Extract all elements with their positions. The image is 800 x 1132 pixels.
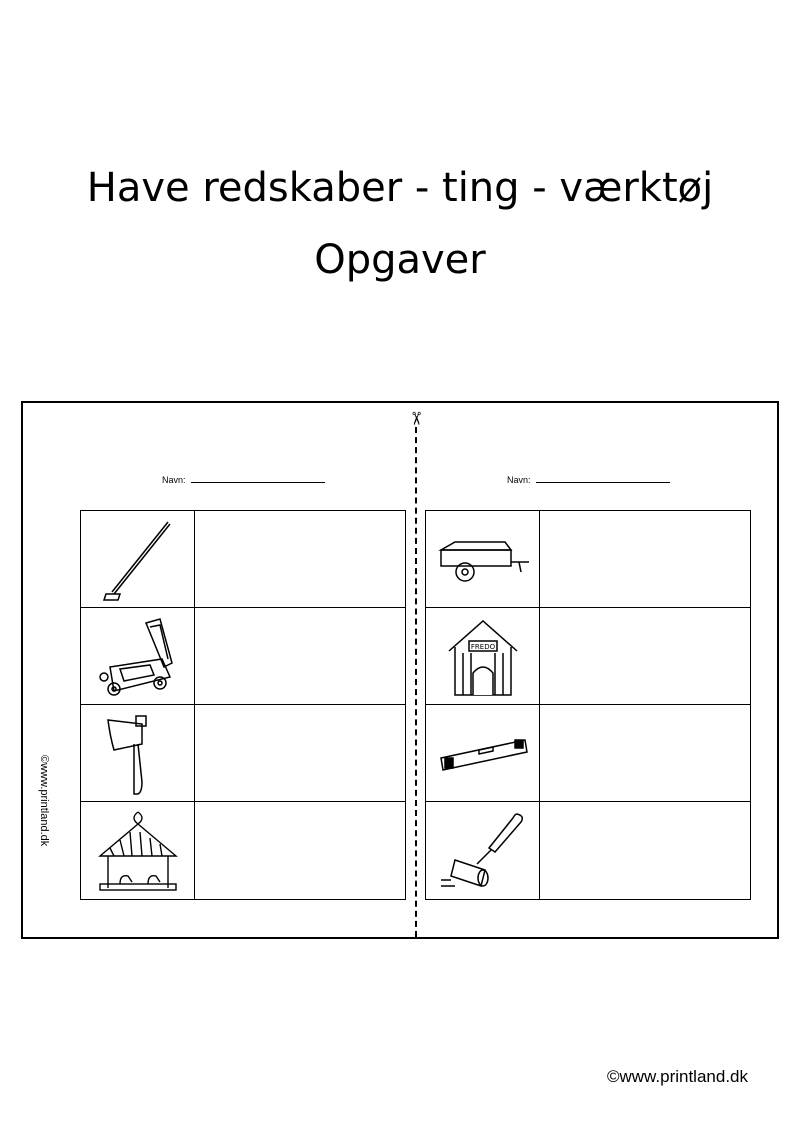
- dog-house-icon: [435, 613, 531, 699]
- name-label: Navn:: [507, 475, 531, 485]
- footer-credit: ©www.printland.dk: [606, 1067, 748, 1086]
- dog-house-sign: FREDO: [470, 643, 495, 651]
- name-line: [191, 482, 325, 483]
- answer-cell[interactable]: [540, 802, 750, 899]
- table-row: [426, 705, 750, 802]
- lawn-mower-icon: [90, 613, 186, 699]
- cut-line: [415, 427, 417, 937]
- name-field-left: [162, 475, 325, 485]
- table-row: [81, 705, 405, 802]
- worksheet-table-left: [80, 510, 406, 900]
- answer-cell[interactable]: [540, 608, 750, 704]
- table-row: [81, 608, 405, 705]
- table-row: [426, 608, 750, 705]
- table-row: [426, 802, 750, 899]
- axe-icon: [90, 710, 186, 796]
- page-title: Have redskaber - ting - værktøj: [86, 165, 714, 211]
- bird-feeder-icon: [90, 808, 186, 894]
- answer-cell[interactable]: [195, 511, 405, 607]
- side-credit: ©www.printland.dk: [38, 755, 50, 847]
- scissors-icon: ✂: [405, 411, 426, 427]
- answer-cell[interactable]: [540, 705, 750, 801]
- table-row: [81, 511, 405, 608]
- name-field-right: [507, 475, 670, 485]
- answer-cell[interactable]: [540, 511, 750, 607]
- worksheet-frame: [21, 401, 779, 939]
- spirit-level-icon: [435, 710, 531, 796]
- answer-cell[interactable]: [195, 705, 405, 801]
- answer-cell[interactable]: [195, 608, 405, 704]
- name-line: [536, 482, 670, 483]
- page-subtitle: Opgaver: [314, 237, 486, 283]
- table-row: [426, 511, 750, 608]
- worksheet-table-right: [425, 510, 751, 900]
- hoe-icon: [90, 516, 186, 602]
- trailer-icon: [435, 516, 531, 602]
- paint-roller-icon: [435, 808, 531, 894]
- table-row: [81, 802, 405, 899]
- name-label: Navn:: [162, 475, 186, 485]
- answer-cell[interactable]: [195, 802, 405, 899]
